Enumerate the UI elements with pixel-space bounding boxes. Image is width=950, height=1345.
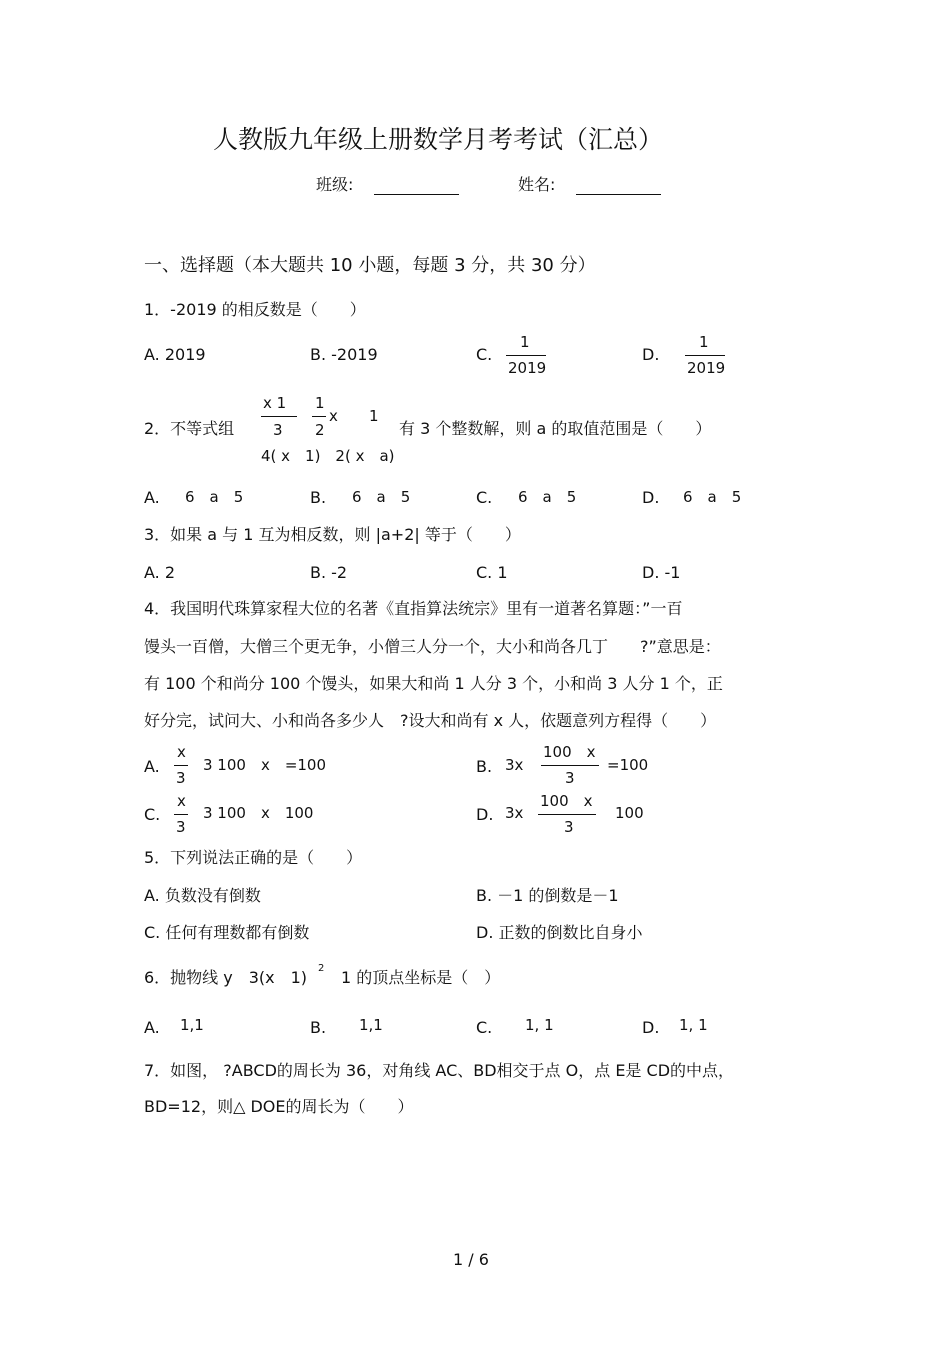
- q3-option-b[interactable]: B. -2: [310, 563, 348, 582]
- class-label: 班级:: [316, 175, 354, 194]
- question-6-stem-end: 1 的顶点坐标是（ ）: [341, 968, 501, 987]
- q6-option-a[interactable]: A.: [144, 1018, 160, 1037]
- q4-d-fraction-bar: [538, 814, 596, 815]
- q6-option-d[interactable]: D.: [642, 1018, 660, 1037]
- q1-c-numerator: 1: [520, 333, 530, 351]
- q2-option-c[interactable]: C.: [476, 488, 493, 507]
- q2-top-x: x: [329, 407, 338, 425]
- q2-option-d-expr: 6 a 5: [683, 488, 742, 506]
- q2-option-b[interactable]: B.: [310, 488, 327, 507]
- q5-option-b[interactable]: B. －1 的倒数是－1: [476, 886, 619, 905]
- q4-a-rest: 3 100 x =100: [203, 756, 327, 774]
- q2-option-c-expr: 6 a 5: [518, 488, 577, 506]
- q4-option-c[interactable]: C.: [144, 805, 161, 824]
- q1-option-c[interactable]: C.: [476, 345, 493, 364]
- q2-top-denominator: 3: [273, 421, 283, 439]
- question-7-line-2: BD=12，则△ DOE的周长为（ ）: [144, 1097, 414, 1116]
- q1-c-denominator: 2019: [508, 359, 547, 377]
- page-number: 1 / 6: [453, 1250, 489, 1269]
- q3-option-d[interactable]: D. -1: [642, 563, 681, 582]
- q3-option-c[interactable]: C. 1: [476, 563, 508, 582]
- q1-d-denominator: 2019: [687, 359, 726, 377]
- q1-d-fraction-bar: [685, 355, 725, 356]
- q6-option-d-value: 1, 1: [679, 1016, 708, 1034]
- q5-option-d[interactable]: D. 正数的倒数比自身小: [476, 923, 643, 942]
- q2-top-numerator: x 1: [263, 394, 287, 412]
- question-4-line-4: 好分完，试问大、小和尚各多少人 ?设大和尚有 x 人，依题意列方程得（ ）: [144, 711, 717, 730]
- q4-a-denominator: 3: [176, 769, 186, 787]
- q2-option-d[interactable]: D.: [642, 488, 660, 507]
- q2-option-b-expr: 6 a 5: [352, 488, 411, 506]
- q6-option-c-value: 1, 1: [525, 1016, 554, 1034]
- q3-option-a[interactable]: A. 2: [144, 563, 176, 582]
- q2-top-bar-2: [312, 416, 326, 417]
- q4-d-numerator: 100 x: [540, 792, 593, 810]
- q2-option-a[interactable]: A.: [144, 488, 160, 507]
- question-3-stem: 3．如果 a 与 1 互为相反数，则 |a+2| 等于（ ）: [144, 525, 521, 544]
- q2-half-numerator: 1: [315, 394, 325, 412]
- question-4-line-2: 馒头一百僧，大僧三个更无争，小僧三人分一个，大小和尚各几丁 ?”意思是：: [144, 637, 721, 656]
- q5-option-a[interactable]: A. 负数没有倒数: [144, 886, 261, 905]
- page-title: 人教版九年级上册数学月考考试（汇总）: [213, 125, 664, 154]
- q1-c-fraction-bar: [506, 355, 546, 356]
- q2-top-rhs: 1: [369, 407, 379, 425]
- q4-d-denominator: 3: [564, 818, 574, 836]
- q4-d-pre: 3x: [505, 804, 524, 822]
- q1-option-b[interactable]: B. -2019: [310, 345, 378, 364]
- q4-option-b[interactable]: B.: [476, 757, 493, 776]
- q1-option-d[interactable]: D.: [642, 345, 660, 364]
- question-6-stem-start: 6．抛物线 y 3(x 1): [144, 968, 308, 987]
- q4-c-rest: 3 100 x 100: [203, 804, 314, 822]
- name-blank[interactable]: [576, 194, 661, 195]
- q6-option-c[interactable]: C.: [476, 1018, 493, 1037]
- q4-b-fraction-bar: [541, 765, 599, 766]
- q4-option-d[interactable]: D.: [476, 805, 494, 824]
- q4-a-fraction-bar: [174, 765, 188, 766]
- question-4-line-1: 4．我国明代珠算家程大位的名著《直指算法统宗》里有一道著名算题：”一百: [144, 599, 683, 618]
- q4-b-pre: 3x: [505, 756, 524, 774]
- q2-top-bar-1: [261, 416, 297, 417]
- question-2-prefix: 2．不等式组: [144, 419, 235, 438]
- q4-option-a[interactable]: A.: [144, 757, 160, 776]
- q6-exponent: 2: [318, 963, 325, 974]
- q6-option-b-value: 1,1: [359, 1016, 383, 1034]
- name-label: 姓名:: [518, 175, 556, 194]
- q2-half-denominator: 2: [315, 421, 325, 439]
- q4-b-denominator: 3: [565, 769, 575, 787]
- q4-c-numerator: x: [177, 792, 186, 810]
- q1-d-numerator: 1: [699, 333, 709, 351]
- q4-d-rest: 100: [615, 804, 644, 822]
- question-5-stem: 5．下列说法正确的是（ ）: [144, 848, 363, 867]
- question-4-line-3: 有 100 个和尚分 100 个馒头，如果大和尚 1 人分 3 个，小和尚 3 人分 1 个，正: [144, 674, 723, 693]
- q5-option-c[interactable]: C. 任何有理数都有倒数: [144, 923, 310, 942]
- question-2-suffix: 有 3 个整数解，则 a 的取值范围是（ ）: [399, 419, 712, 438]
- class-blank[interactable]: [374, 194, 459, 195]
- q4-b-rest: =100: [607, 756, 649, 774]
- q4-c-denominator: 3: [176, 818, 186, 836]
- q2-option-a-expr: 6 a 5: [185, 488, 244, 506]
- q4-b-numerator: 100 x: [543, 743, 596, 761]
- q1-option-a[interactable]: A. 2019: [144, 345, 206, 364]
- q4-c-fraction-bar: [174, 814, 188, 815]
- q4-a-numerator: x: [177, 743, 186, 761]
- q6-option-b[interactable]: B.: [310, 1018, 327, 1037]
- question-7-line-1: 7．如图， ?ABCD的周长为 36，对角线 AC、BD相交于点 O，点 E是 CD的中点，: [144, 1061, 735, 1080]
- section-heading: 一、选择题（本大题共 10 小题，每题 3 分，共 30 分）: [144, 255, 596, 276]
- q2-bottom-inequality: 4( x 1) 2( x a): [261, 447, 395, 465]
- question-1-stem: 1．-2019 的相反数是（ ）: [144, 300, 366, 319]
- q6-option-a-value: 1,1: [180, 1016, 204, 1034]
